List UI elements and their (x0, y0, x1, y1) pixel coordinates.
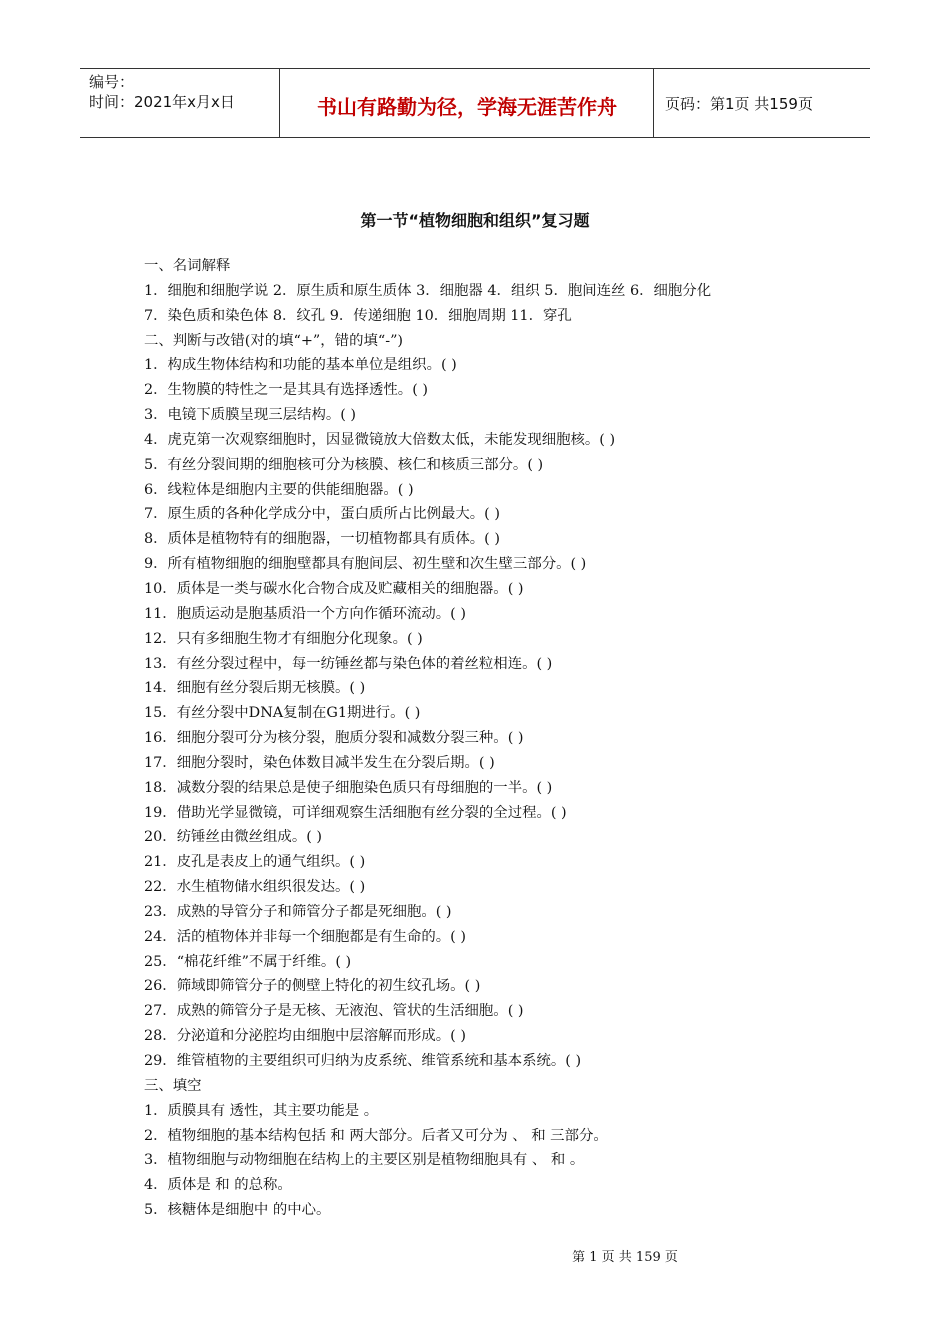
text-line: 3．电镜下质膜呈现三层结构。( ) (144, 407, 357, 424)
text-line: 20．纺锤丝由微丝组成。( ) (144, 829, 323, 846)
text-line: 1．质膜具有 透性，其主要功能是 。 (144, 1102, 379, 1119)
text-line: 29．维管植物的主要组织可归纳为皮系统、维管系统和基本系统。( ) (144, 1053, 582, 1069)
text-line: 10．质体是一类与碳水化合物合成及贮藏相关的细胞器。( ) (144, 580, 524, 597)
header-motto-cell (280, 69, 654, 137)
text-line: 5．有丝分裂间期的细胞核可分为核膜、核仁和核质三部分。( ) (144, 456, 544, 473)
document-body (144, 254, 864, 1223)
text-line: 26．筛域即筛管分子的侧壁上特化的初生纹孔场。( ) (144, 978, 481, 995)
text-line: 1．构成生物体结构和功能的基本单位是组织。( ) (144, 357, 457, 374)
text-line: 25．“棉花纤维”不属于纤维。( ) (144, 953, 352, 970)
text-line: 7．染色质和染色体 8．纹孔 9．传递细胞 10．细胞周期 11．穿孔 (144, 307, 572, 324)
time-label: 时间：2021年x月x日 (89, 93, 235, 111)
page-code: 页码：第1页 共159页 (665, 95, 813, 113)
text-line: 6．线粒体是细胞内主要的供能细胞器。( ) (144, 481, 414, 498)
header-page-cell (654, 69, 870, 137)
text-line: 13．有丝分裂过程中，每一纺锤丝都与染色体的着丝粒相连。( ) (144, 655, 553, 672)
text-line: 9．所有植物细胞的细胞壁都具有胞间层、初生壁和次生壁三部分。( ) (144, 556, 587, 573)
text-line: 19．借助光学显微镜，可详细观察生活细胞有丝分裂的全过程。( ) (144, 804, 567, 821)
number-label: 编号： (89, 73, 135, 91)
text-line: 21．皮孔是表皮上的通气组织。( ) (144, 854, 366, 871)
text-line: 18．减数分裂的结果总是使子细胞染色质只有母细胞的一半。( ) (144, 779, 553, 796)
text-line: 二、判断与改错(对的填“+”，错的填“-”) (144, 332, 404, 349)
page-header (80, 68, 870, 138)
text-line: 1．细胞和细胞学说 2．原生质和原生质体 3．细胞器 4．组织 5．胞间连丝 6．细胞分化 (144, 282, 712, 299)
text-line: 2．植物细胞的基本结构包括 和 两大部分。后者又可分为 、 和 三部分。 (144, 1127, 608, 1144)
text-line: 24．活的植物体并非每一个细胞都是有生命的。( ) (144, 928, 466, 945)
text-line: 5．核糖体是细胞中 的中心。 (144, 1202, 331, 1219)
text-line: 28．分泌道和分泌腔均由细胞中层溶解而形成。( ) (144, 1028, 466, 1045)
text-line: 23．成熟的导管分子和筛管分子都是死细胞。( ) (144, 903, 452, 920)
page-footer: 第 1 页 共 159 页 (572, 1250, 678, 1265)
motto-text: 书山有路勤为径，学海无涯苦作舟 (317, 95, 617, 119)
text-line: 15．有丝分裂中DNA复制在G1期进行。( ) (144, 705, 421, 722)
text-line: 12．只有多细胞生物才有细胞分化现象。( ) (144, 630, 423, 647)
document-title: 第一节“植物细胞和组织”复习题 (360, 211, 590, 230)
text-line: 11．胞质运动是胞基质沿一个方向作循环流动。( ) (144, 605, 466, 622)
text-line: 14．细胞有丝分裂后期无核膜。( ) (144, 680, 366, 697)
text-line: 16．细胞分裂可分为核分裂，胞质分裂和减数分裂三种。( ) (144, 730, 524, 747)
text-line: 8．质体是植物特有的细胞器，一切植物都具有质体。( ) (144, 531, 500, 548)
text-line: 17．细胞分裂时，染色体数目减半发生在分裂后期。( ) (144, 754, 495, 771)
header-info-cell (80, 69, 280, 137)
text-line: 27．成熟的筛管分子是无核、无液泡、管状的生活细胞。( ) (144, 1003, 524, 1020)
text-line: 7．原生质的各种化学成分中，蛋白质所占比例最大。( ) (144, 506, 500, 523)
text-line: 3．植物细胞与动物细胞在结构上的主要区别是植物细胞具有 、 和 。 (144, 1152, 585, 1169)
text-line: 22．水生植物储水组织很发达。( ) (144, 879, 366, 896)
text-line: 一、名词解释 (144, 258, 231, 274)
text-line: 三、填空 (144, 1077, 202, 1094)
text-line: 4．质体是 和 的总称。 (144, 1177, 292, 1194)
text-line: 4．虎克第一次观察细胞时，因显微镜放大倍数太低，未能发现细胞核。( ) (144, 431, 616, 448)
text-line: 2．生物膜的特性之一是其具有选择透性。( ) (144, 382, 428, 399)
